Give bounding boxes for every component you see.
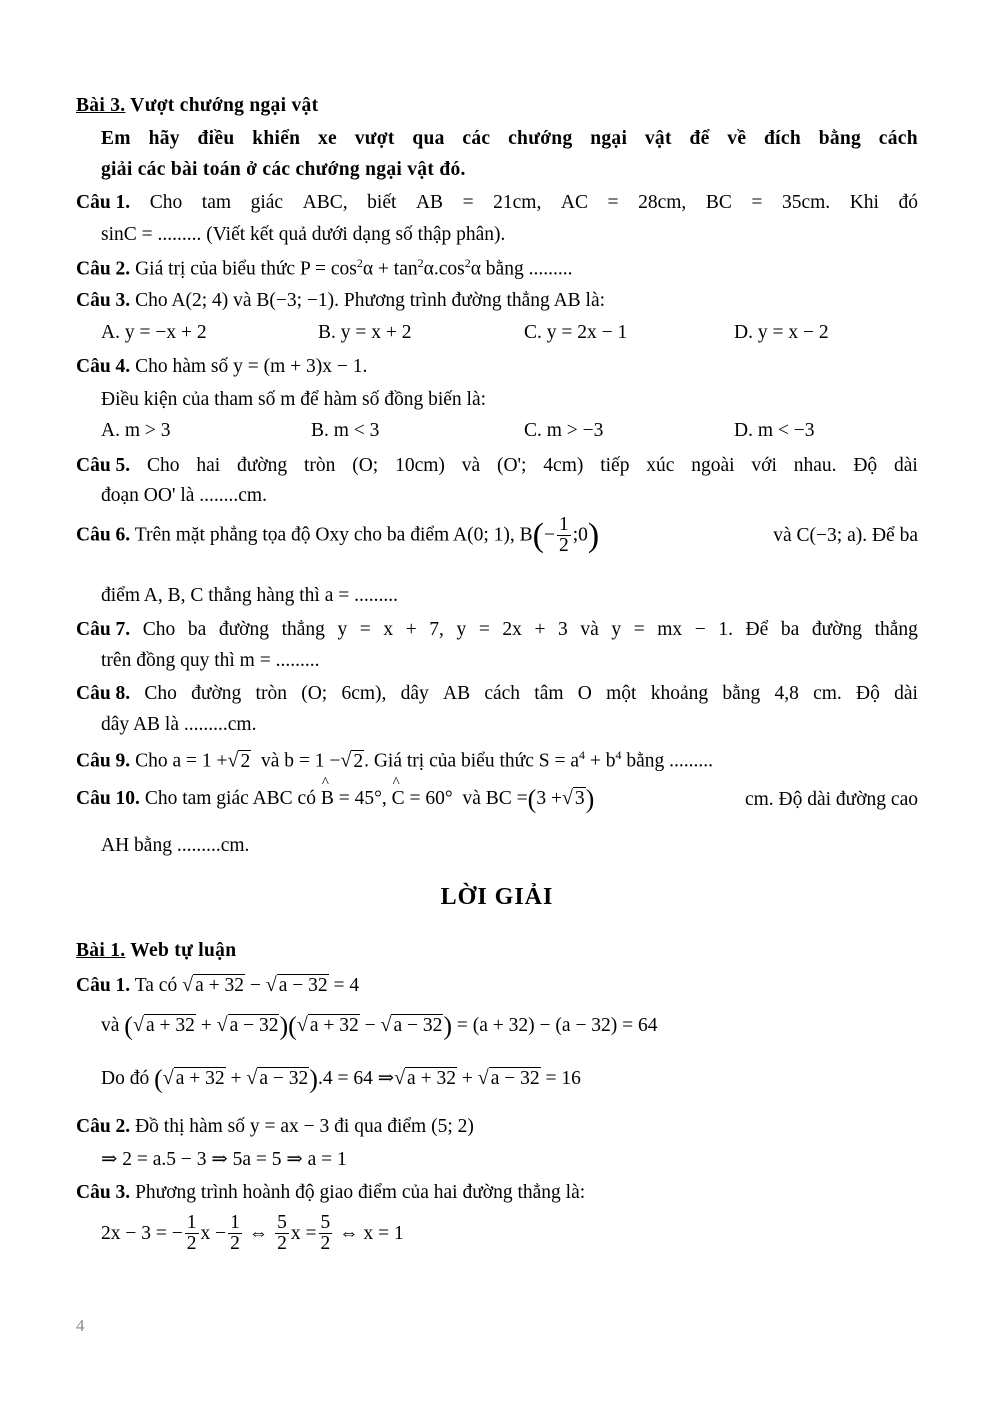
- question-7-line2: trên đồng quy thì m = .........: [101, 650, 320, 671]
- word: 10cm): [395, 455, 445, 476]
- word: BC: [705, 192, 732, 213]
- solution-2-line2: ⇒ 2 = a.5 − 3 ⇒ 5a = 5 ⇒ a = 1: [101, 1149, 347, 1170]
- word: đường: [218, 619, 269, 640]
- word: −: [694, 619, 706, 640]
- q4-option-a: A. m > 3: [101, 420, 171, 441]
- question-2: Câu 2. Giá trị của biểu thức $P = \cos^2\alpha + \tan^2\alpha.\cos^2\alpha$ bằng .........: [76, 256, 573, 280]
- angle-b: ^ B: [321, 787, 334, 810]
- word: nhau.: [793, 455, 837, 476]
- word: Cho: [144, 683, 177, 704]
- solutions-title: LỜI GIẢI: [440, 884, 554, 910]
- solution-1-line2: và (√ a + 32 + √ a − 32)(√ a + 32 − √ a − 32) = (a + 32) − (a − 32) = 64: [101, 1011, 658, 1041]
- question-label: Câu 1.: [76, 192, 131, 213]
- solution-1-line1: Câu 1. Ta có √ a + 32 − √ a − 32 = 4: [76, 974, 360, 996]
- word: ABC,: [302, 192, 348, 213]
- section-heading-bai1: [76, 939, 236, 962]
- word: tròn: [255, 683, 287, 704]
- word: (O;: [301, 683, 328, 704]
- heading-label: Bài 3.: [76, 95, 126, 116]
- word: đó: [898, 192, 918, 213]
- word: đường: [237, 455, 288, 476]
- word: x: [383, 619, 394, 640]
- word: với: [751, 455, 777, 476]
- word: xúc: [646, 455, 675, 476]
- word: dây: [400, 683, 429, 704]
- word: thẳng: [281, 619, 325, 640]
- word: khiển: [252, 128, 301, 149]
- heading-label: Bài 1.: [76, 940, 126, 961]
- question-5-line1: [76, 454, 918, 477]
- word: 28cm,: [638, 192, 687, 213]
- word: ba: [187, 619, 207, 640]
- question-10-line2: AH bằng .........cm.: [101, 835, 250, 856]
- word: vật: [644, 128, 672, 149]
- word: dài: [894, 455, 918, 476]
- word: dài: [894, 683, 918, 704]
- word: Em: [101, 128, 131, 149]
- word: hãy: [148, 128, 180, 149]
- word: =: [359, 619, 371, 640]
- bai3-intro-line1: [101, 127, 918, 150]
- word: O: [577, 683, 592, 704]
- word: về: [727, 128, 747, 149]
- page-number: 4: [76, 1316, 85, 1335]
- word: khoảng: [650, 683, 709, 704]
- word: +: [405, 619, 417, 640]
- word: tâm: [534, 683, 564, 704]
- word: Khi: [849, 192, 879, 213]
- solution-3-line2: 2x − 3 = − $\frac{1}{2}$ x − $\frac{1}{2}$ ⇔ $\frac{5}{2}$ x = $\frac{5}{2}$ ⇔ x = 1: [101, 1212, 404, 1255]
- word: đích: [764, 128, 801, 149]
- word: một: [606, 683, 637, 704]
- question-6-line1: Câu 6. Trên mặt phẳng tọa độ Oxy cho ba điểm A(0; 1), B(− $\frac{1}{2}$ ;0) và C(−3; a). Để ba: [76, 514, 918, 557]
- question-4-line2: Điều kiện của tham số m để hàm số đồng biến là:: [101, 389, 487, 410]
- word: ngại: [590, 128, 628, 149]
- angle-c: ^ C: [392, 787, 405, 810]
- word: =: [751, 192, 763, 213]
- question-label: Câu 3.: [76, 290, 131, 311]
- question-label: Câu 2.: [76, 258, 131, 280]
- question-6-line2: điểm A, B, C thẳng hàng thì a = .........: [101, 585, 398, 606]
- word: AB: [415, 192, 444, 213]
- question-7-line1: [76, 618, 918, 641]
- word: 21cm,: [493, 192, 542, 213]
- word: =: [478, 619, 490, 640]
- word: ngoài: [691, 455, 735, 476]
- word: bằng: [722, 683, 761, 704]
- word: chướng: [508, 128, 573, 149]
- question-label: Câu 2.: [76, 1116, 131, 1137]
- word: vượt: [354, 128, 395, 149]
- word: bằng: [818, 128, 862, 149]
- question-3: Câu 3. Cho A(2; 4) và B(−3; −1). Phương trình đường thẳng AB là:: [76, 290, 606, 311]
- solution-1-line3: Do đó (√ a + 32 + √ a − 32).4 = 64 ⇒√ a + 32 + √ a − 32 = 16: [101, 1064, 581, 1094]
- word: biết: [367, 192, 397, 213]
- word: 1.: [718, 619, 733, 640]
- question-1-line1: [76, 191, 918, 214]
- word: giác: [250, 192, 284, 213]
- word: 3: [558, 619, 568, 640]
- solution-3-line1: Câu 3. Phương trình hoành độ giao điểm của hai đường thẳng là:: [76, 1182, 586, 1203]
- word: y: [337, 619, 348, 640]
- question-label: Câu 5.: [76, 455, 131, 476]
- word: +: [534, 619, 546, 640]
- word: cm.: [813, 683, 842, 704]
- question-label: Câu 10.: [76, 788, 140, 809]
- word: =: [633, 619, 645, 640]
- fraction: $\frac{1}{2}$: [558, 514, 569, 557]
- word: (O;: [352, 455, 379, 476]
- question-1-line2: sinC = ......... (Viết kết quả dưới dạng số thập phân).: [101, 224, 506, 245]
- question-label: Câu 7.: [76, 619, 131, 640]
- word: Cho: [142, 619, 176, 640]
- heading-title: Vượt chướng ngại vật: [125, 95, 319, 116]
- word: AB: [443, 683, 471, 704]
- word: tam: [201, 192, 232, 213]
- word: hai: [196, 455, 221, 476]
- word: đường: [191, 683, 242, 704]
- word: 2x: [502, 619, 522, 640]
- word: ba: [780, 619, 800, 640]
- word: mx: [657, 619, 683, 640]
- q4-option-d: D. m < −3: [734, 420, 815, 441]
- word: điều: [197, 128, 235, 149]
- word: Cho: [149, 192, 183, 213]
- word: và: [461, 455, 481, 476]
- q4-option-c: C. m > −3: [524, 420, 604, 441]
- word: tròn: [303, 455, 336, 476]
- question-label: Câu 3.: [76, 1182, 131, 1203]
- q3-option-c: C. y = 2x − 1: [524, 322, 628, 343]
- word: Độ: [853, 455, 878, 476]
- question-label: Câu 6.: [76, 524, 131, 546]
- word: 4cm): [543, 455, 584, 476]
- question-8-line2: dây AB là .........cm.: [101, 714, 257, 735]
- word: y: [456, 619, 467, 640]
- word: Độ: [856, 683, 880, 704]
- word: 6cm),: [341, 683, 387, 704]
- question-label: Câu 8.: [76, 683, 131, 704]
- bai3-intro-line2: giải các bài toán ở các chướng ngại vật đó.: [101, 159, 466, 180]
- solution-2-line1: Câu 2. Đồ thị hàm số y = ax − 3 đi qua điểm (5; 2): [76, 1116, 474, 1137]
- word: để: [689, 128, 710, 149]
- word: =: [462, 192, 474, 213]
- word: cách: [484, 683, 521, 704]
- word: =: [607, 192, 619, 213]
- word: y: [611, 619, 622, 640]
- word: Để: [745, 619, 769, 640]
- question-label: Câu 1.: [76, 975, 131, 996]
- word: Cho: [147, 455, 180, 476]
- word: 7,: [429, 619, 444, 640]
- word: 4,8: [774, 683, 799, 704]
- word: đường: [811, 619, 862, 640]
- q3-option-d: D. y = x − 2: [734, 322, 829, 343]
- word: (O';: [496, 455, 527, 476]
- question-4: Câu 4. Cho hàm số y = (m + 3)x − 1.: [76, 356, 368, 377]
- question-5-line2: đoạn OO' là ........cm.: [101, 485, 267, 506]
- word: cách: [878, 128, 918, 149]
- q3-option-a: A. y = −x + 2: [101, 322, 207, 343]
- word: AC: [560, 192, 588, 213]
- word: và: [580, 619, 599, 640]
- question-label: Câu 4.: [76, 356, 131, 377]
- word: qua: [412, 128, 445, 149]
- question-8-line1: [76, 682, 918, 705]
- section-heading-bai3: [76, 94, 318, 117]
- q3-option-b: B. y = x + 2: [318, 322, 412, 343]
- heading-title: Web tự luận: [125, 940, 237, 961]
- word: thẳng: [874, 619, 918, 640]
- word: tiếp: [600, 455, 630, 476]
- q4-option-b: B. m < 3: [311, 420, 380, 441]
- question-label: Câu 9.: [76, 750, 131, 772]
- question-10-line1: Câu 10. Cho tam giác ABC có ^ B = 45°, ^ C = 60° và BC =(3 +√ 3) cm. Độ dài đường cao: [76, 786, 918, 813]
- word: xe: [318, 128, 338, 149]
- question-9: Câu 9. Cho a = 1 +√ 2 và b = 1 −√ 2. Giá trị của biểu thức $S = a^4 + b^4$ bằng .........: [76, 748, 714, 772]
- word: 35cm.: [781, 192, 831, 213]
- word: các: [462, 128, 491, 149]
